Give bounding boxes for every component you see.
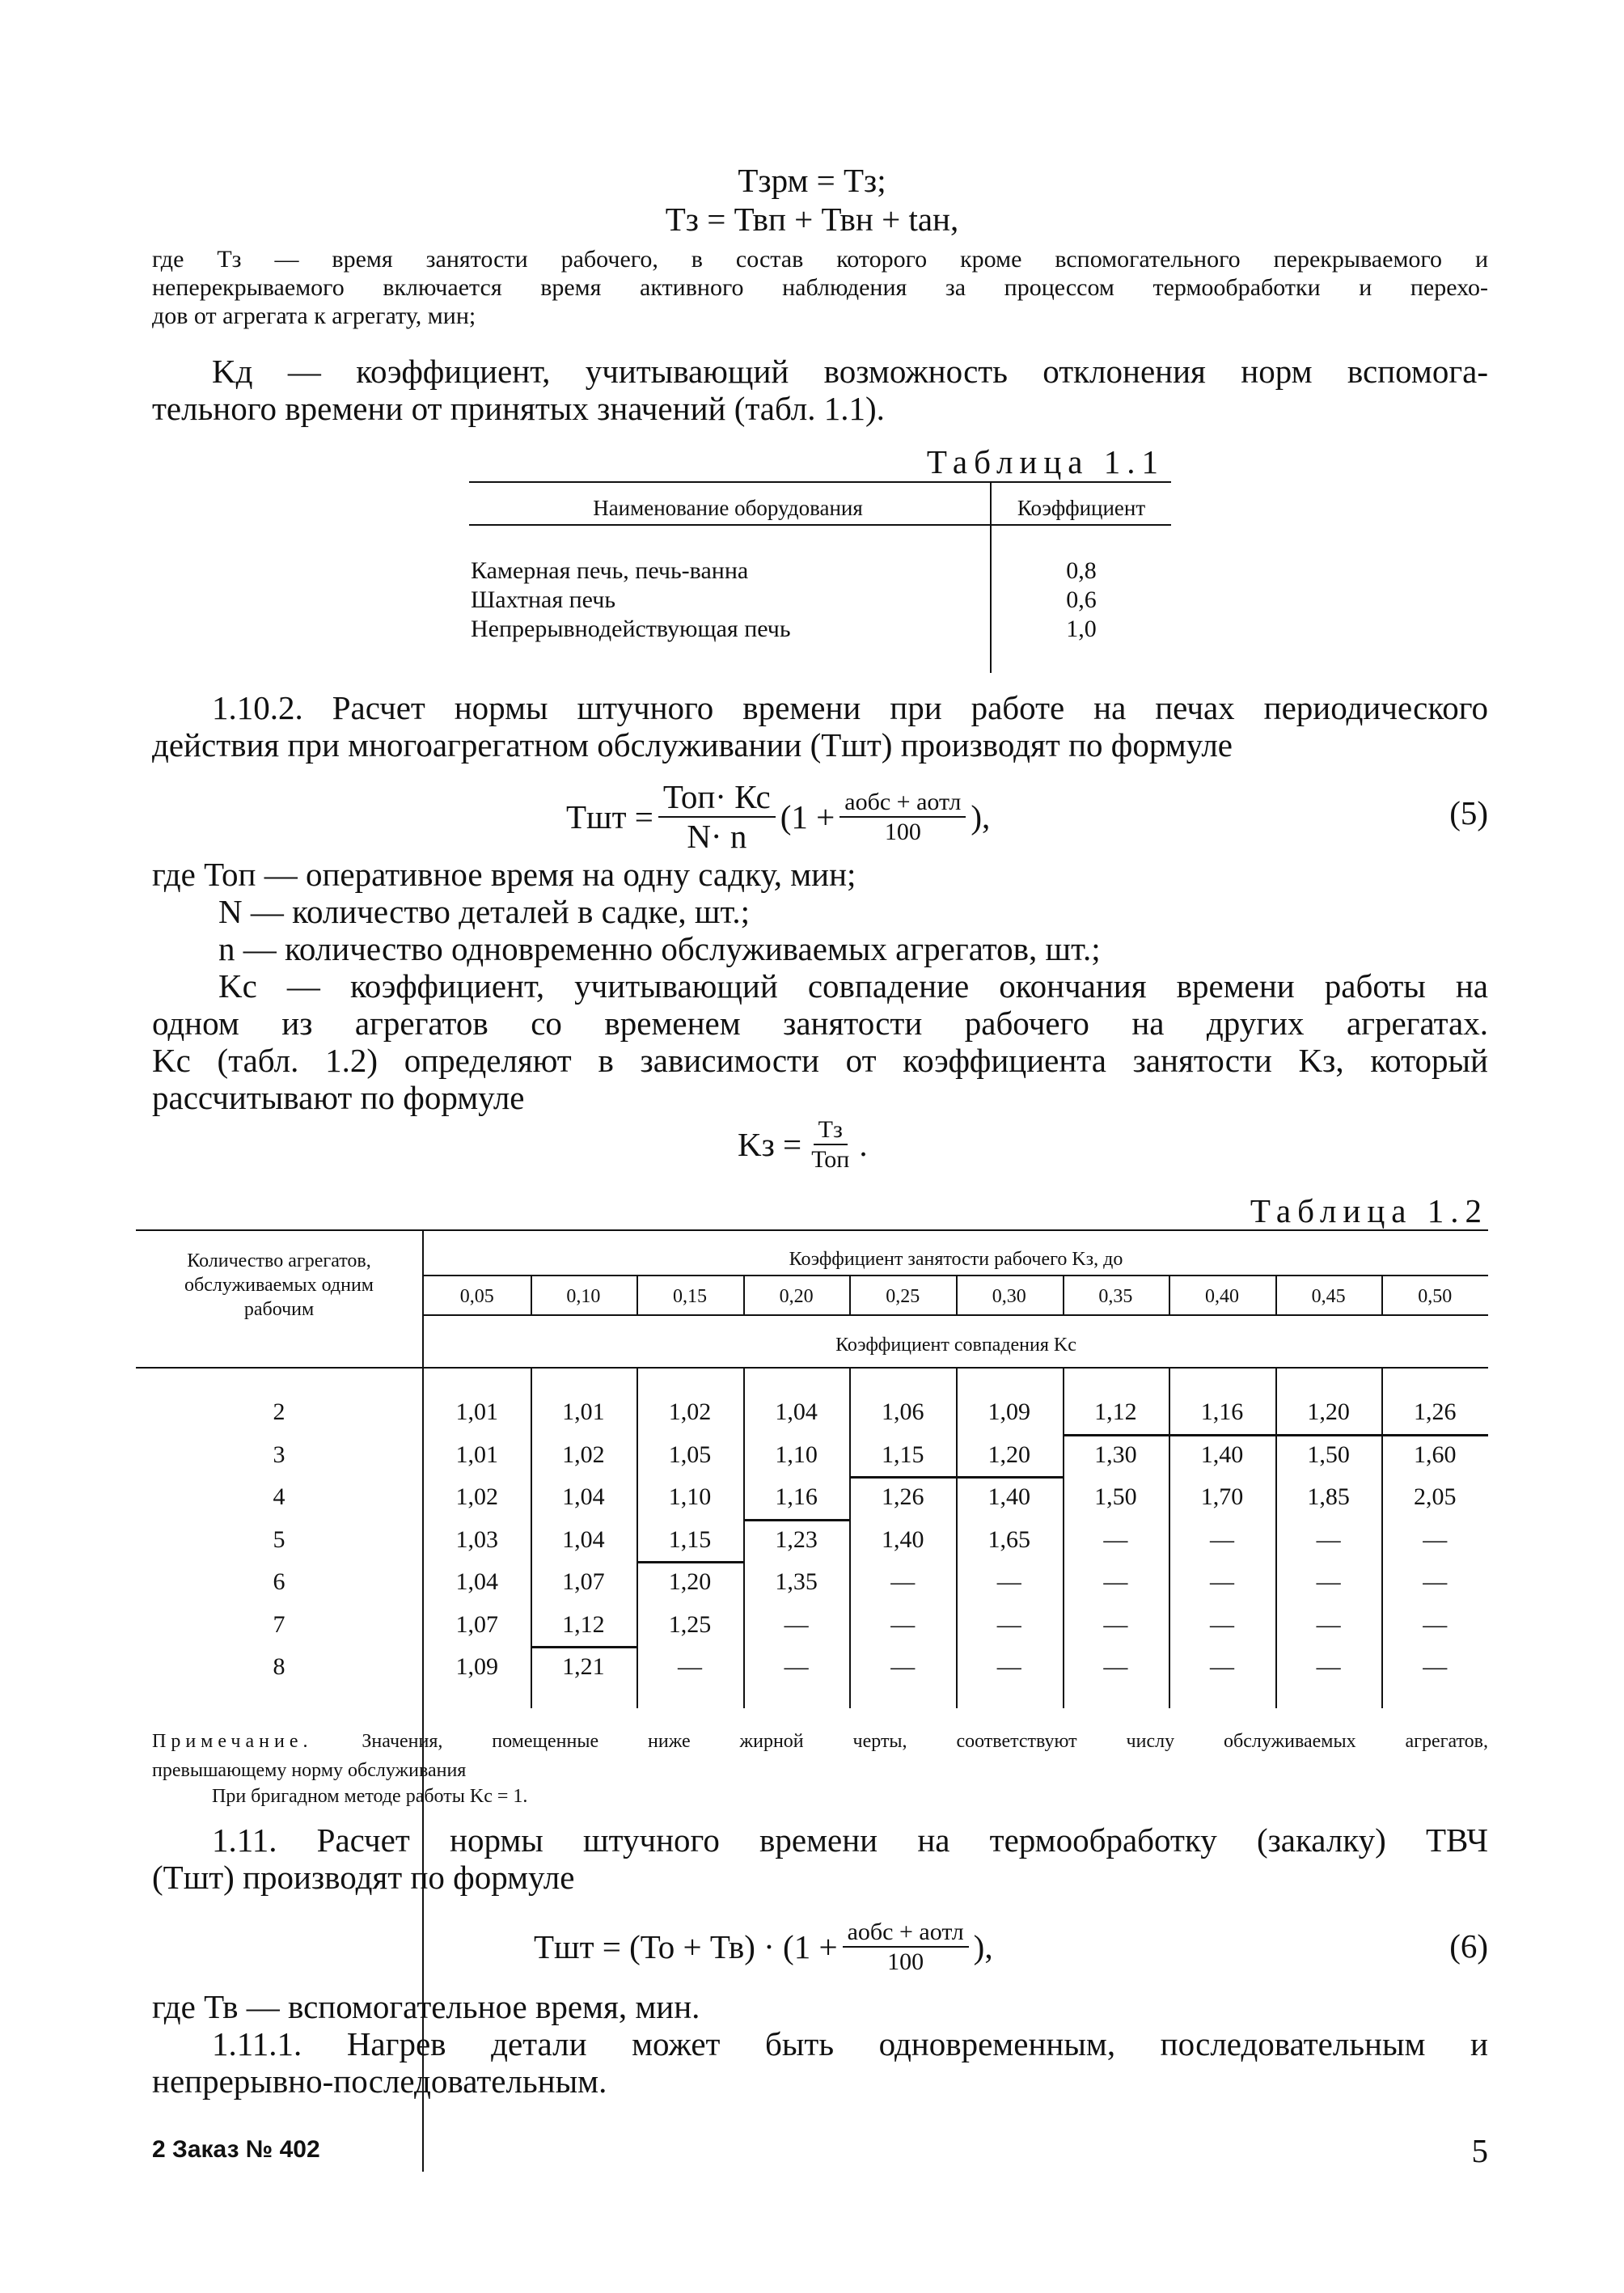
- table-1-1-header-name: Наименование оборудования: [593, 496, 863, 520]
- table-1-2-cell: 1,01: [455, 1441, 499, 1468]
- table-1-1-header-coef: Коэффициент: [1017, 496, 1146, 520]
- table-1-1-header-rule: [469, 524, 1171, 526]
- table-1-2-column-header-divider: [1381, 1276, 1383, 1315]
- table-1-2-column-header: 0,05: [459, 1286, 494, 1307]
- formula-5-denominator: N· n: [687, 818, 747, 855]
- table-1-2-row-count: 2: [273, 1398, 285, 1425]
- formula-tz: Тз = Твп + Твн + tан,: [665, 201, 959, 238]
- table-1-2-column-header-divider: [1275, 1276, 1277, 1315]
- table-1-2-cell: 1,21: [562, 1653, 605, 1680]
- table-1-2-cell: 1,06: [881, 1398, 924, 1425]
- table-1-2-column-header: 0,20: [779, 1286, 814, 1307]
- table-1-2-cell: 1,40: [1200, 1441, 1244, 1468]
- table-1-2-cell: 1,01: [562, 1398, 605, 1425]
- table-1-2-cell: 1,23: [775, 1525, 818, 1553]
- table-1-2-header-left-line-2: обслуживаемых одним: [184, 1275, 374, 1296]
- kd-definition-line-2: тельного времени от принятых значений (табл. 1.1).: [152, 390, 885, 427]
- note-label: Примечание.: [152, 1731, 313, 1752]
- section-1-11-line-2: (Тшт) производят по формуле: [152, 1859, 575, 1896]
- formula-kz-numerator: Тз: [814, 1117, 848, 1146]
- table-1-1-row-1-coef: 0,8: [1066, 557, 1097, 584]
- table-1-2-cell: 1,85: [1307, 1483, 1350, 1510]
- tz-definition-line-3: дов от агрегата к агрегату, мин;: [152, 302, 476, 329]
- table-1-2-cell: —: [1423, 1525, 1448, 1553]
- table-1-2-cell: 1,03: [455, 1525, 499, 1553]
- table-1-2-column-header: 0,50: [1418, 1286, 1453, 1307]
- table-1-2-cell: 1,10: [775, 1441, 818, 1468]
- table-1-2-cell: —: [996, 1610, 1021, 1638]
- table-1-2-cell: —: [1209, 1525, 1234, 1553]
- table-1-1-row-1-name: Камерная печь, печь-ванна: [471, 557, 749, 584]
- tv-definition: где Тв — вспомогательное время, мин.: [152, 1988, 700, 2025]
- formula-5-fraction: [658, 777, 776, 855]
- table-1-2-row-count: 7: [273, 1610, 285, 1638]
- def-kc-line-1: Kс — коэффициент, учитывающий совпадение окончания времени работы на: [218, 967, 1488, 1005]
- table-1-2-cell: —: [1103, 1653, 1128, 1680]
- formula-6-denominator: 100: [887, 1948, 924, 1975]
- table-1-2-cell: 1,70: [1200, 1483, 1244, 1510]
- section-1-10-2-line-1: 1.10.2. Расчет нормы штучного времени при работе на печах периодического: [212, 689, 1488, 726]
- table-1-2-norm-line: [743, 1519, 850, 1521]
- table-1-2-header-left-line-1: Количество агрегатов,: [187, 1250, 371, 1271]
- table-1-2-cell: 2,05: [1413, 1483, 1457, 1510]
- table-1-2-cell: 1,40: [881, 1525, 924, 1553]
- table-1-2-cell: 1,40: [988, 1483, 1031, 1510]
- table-1-2-column-header: 0,40: [1204, 1286, 1239, 1307]
- section-1-11-1-line-1: 1.11.1. Нагрев детали может быть одновременным, последовательным и: [212, 2025, 1488, 2062]
- table-1-2-column-header-divider: [1169, 1276, 1170, 1315]
- table-1-2-cell: 1,50: [1307, 1441, 1350, 1468]
- table-1-2-cell: —: [784, 1610, 809, 1638]
- table-1-2-row-count: 3: [273, 1441, 285, 1468]
- formula-6-number: (6): [1449, 1927, 1488, 1965]
- table-1-2-header-left-line-3: рабочим: [243, 1299, 315, 1320]
- table-1-2-header-top: Коэффициент занятости рабочего Kз, до: [789, 1249, 1123, 1270]
- formula-tzrm: Тзрм = Тз;: [738, 162, 886, 199]
- table-1-2-cell: —: [677, 1653, 702, 1680]
- table-1-2-cell: 1,16: [775, 1483, 818, 1510]
- formula-5-lhs: Тшт =: [566, 797, 653, 836]
- table-1-2-column-header-divider: [531, 1276, 532, 1315]
- def-top: где Топ — оперативное время на одну садку, мин;: [152, 856, 856, 893]
- table-1-2-cell: 1,30: [1094, 1441, 1137, 1468]
- table-1-2-row-count: 8: [273, 1653, 285, 1680]
- table-1-2-cell: 1,10: [668, 1483, 712, 1510]
- formula-5-numerator: Топ· Кс: [658, 780, 776, 818]
- table-1-2-cell: —: [1316, 1653, 1341, 1680]
- table-1-2-column-header-divider: [849, 1276, 851, 1315]
- table-1-2-cell: 1,09: [455, 1653, 499, 1680]
- table-1-2-cell: 1,05: [668, 1441, 712, 1468]
- table-1-2-cell: 1,07: [455, 1610, 499, 1638]
- def-kc-line-2: одном из агрегатов со временем занятости рабочего на других агрегатах.: [152, 1005, 1488, 1042]
- note-line-1: [152, 1729, 1488, 1754]
- table-1-2-cell: —: [1103, 1610, 1128, 1638]
- table-1-2-cell: 1,65: [988, 1525, 1031, 1553]
- table-1-2-cell: —: [1209, 1653, 1234, 1680]
- table-1-2-top-rule: [136, 1229, 1488, 1231]
- table-1-2-header-bottom-rule: [136, 1367, 1488, 1369]
- table-1-2-cell: 1,02: [562, 1441, 605, 1468]
- table-1-1-row-2-coef: 0,6: [1066, 586, 1097, 613]
- table-1-2-column-header: 0,15: [672, 1286, 707, 1307]
- formula-5-number: (5): [1449, 794, 1488, 831]
- table-1-2-cell: 1,12: [562, 1610, 605, 1638]
- formula-5-allowance-fraction: [839, 789, 966, 845]
- table-1-2-cell: 1,20: [988, 1441, 1031, 1468]
- formula-kz-fraction: [806, 1117, 854, 1173]
- footer-order: 2 Заказ № 402: [152, 2136, 320, 2163]
- tz-definition-line-2: неперекрываемого включается время активного наблюдения за процессом термообработки и перехо-: [152, 274, 1488, 301]
- formula-5-middle: (1 +: [780, 797, 835, 836]
- formula-kz-tail: .: [859, 1125, 868, 1163]
- table-1-2-column-header: 0,25: [886, 1286, 920, 1307]
- formula-6-fraction: [843, 1919, 969, 1975]
- formula-kz-denominator: Топ: [811, 1146, 850, 1173]
- table-1-2-cell: 1,25: [668, 1610, 712, 1638]
- table-1-2-column-header: 0,10: [566, 1286, 601, 1307]
- section-1-11-1-line-2: непрерывно-последовательным.: [152, 2062, 607, 2100]
- page-number: 5: [1471, 2132, 1488, 2169]
- table-1-2-cell: —: [1423, 1653, 1448, 1680]
- table-1-2-row-count: 6: [273, 1568, 285, 1595]
- table-1-2-cell: —: [1423, 1610, 1448, 1638]
- formula-5-tail: ),: [971, 797, 991, 836]
- table-1-2-column-header: 0,30: [992, 1286, 1026, 1307]
- def-N: N — количество деталей в садке, шт.;: [218, 893, 750, 930]
- formula-5: [566, 772, 990, 861]
- table-1-2-cell: 1,09: [988, 1398, 1031, 1425]
- def-kc-line-3: Kс (табл. 1.2) определяют в зависимости от коэффициента занятости Kз, который: [152, 1042, 1488, 1079]
- table-1-2-cell: —: [1209, 1610, 1234, 1638]
- table-1-2-cell: 1,15: [881, 1441, 924, 1468]
- table-1-2-norm-line: [956, 1476, 1063, 1479]
- table-1-2-norm-line: [1169, 1434, 1275, 1436]
- formula-6: [534, 1902, 993, 1991]
- table-1-2-cell: —: [1316, 1610, 1341, 1638]
- table-1-2-cell: 1,02: [455, 1483, 499, 1510]
- table-1-2-cell: 1,35: [775, 1568, 818, 1595]
- table-1-2-cell: —: [890, 1653, 916, 1680]
- table-1-2-column-header-divider: [956, 1276, 958, 1315]
- section-1-11-line-1: 1.11. Расчет нормы штучного времени на термообработку (закалку) ТВЧ: [212, 1821, 1488, 1859]
- table-1-2-cell: 1,07: [562, 1568, 605, 1595]
- table-1-1-row-2-name: Шахтная печь: [471, 586, 616, 613]
- table-1-1-row-3-name: Непрерывнодействующая печь: [471, 616, 791, 642]
- section-1-10-2-line-2: действия при многоагрегатном обслуживании (Тшт) производят по формуле: [152, 726, 1233, 764]
- table-1-2-cell: —: [1423, 1568, 1448, 1595]
- table-1-2-cell: —: [1209, 1568, 1234, 1595]
- table-1-2-cell: 1,01: [455, 1398, 499, 1425]
- kd-definition-line-1: Kд — коэффициент, учитывающий возможность отклонения норм вспомога-: [212, 353, 1488, 390]
- formula-kz: [738, 1100, 868, 1189]
- table-1-1-caption: Таблица 1.1: [926, 443, 1165, 480]
- table-1-2-cell: 1,15: [668, 1525, 712, 1553]
- table-1-2-cell: 1,26: [1413, 1398, 1457, 1425]
- table-1-2-cell: —: [1316, 1525, 1341, 1553]
- table-1-2-norm-line: [636, 1561, 743, 1563]
- formula-6-numerator: aобс + aотл: [843, 1919, 969, 1948]
- formula-5-allowance-numerator: aобс + aотл: [839, 789, 966, 819]
- table-1-2-cell: —: [996, 1653, 1021, 1680]
- table-1-2-column-header-divider: [743, 1276, 745, 1315]
- formula-kz-lhs: Kз =: [738, 1125, 802, 1163]
- table-1-2-cell: —: [890, 1568, 916, 1595]
- formula-6-lhs: Тшт = (То + Тв) · (1 +: [534, 1927, 838, 1965]
- table-1-2-norm-line: [531, 1646, 637, 1648]
- table-1-2-cell: 1,02: [668, 1398, 712, 1425]
- table-1-2-cell: 1,12: [1094, 1398, 1137, 1425]
- table-1-2-cell: —: [996, 1568, 1021, 1595]
- table-1-2-column-header: 0,45: [1311, 1286, 1346, 1307]
- note-text-line-1: Значения, помещенные ниже жирной черты, соответствуют числу обслуживаемых агрегатов,: [362, 1731, 1488, 1752]
- table-1-2-row-count: 4: [273, 1483, 285, 1510]
- note-line-2: превышающему норму обслуживания: [152, 1760, 467, 1781]
- table-1-2-norm-line: [1275, 1434, 1382, 1436]
- formula-5-allowance-denominator: 100: [884, 819, 921, 845]
- table-1-2-header-sub: Коэффициент совпадения Kс: [835, 1335, 1076, 1356]
- table-1-1-top-rule: [469, 481, 1171, 483]
- table-1-2-cell: 1,20: [1307, 1398, 1350, 1425]
- table-1-2-cell: 1,26: [881, 1483, 924, 1510]
- table-1-2-caption: Таблица 1.2: [1250, 1192, 1488, 1229]
- table-1-2-cell: 1,50: [1094, 1483, 1137, 1510]
- table-1-2-cell: 1,20: [668, 1568, 712, 1595]
- table-1-2-column-header: 0,35: [1098, 1286, 1133, 1307]
- note-line-3: При бригадном методе работы Kс = 1.: [212, 1786, 528, 1807]
- def-kc-line-4: рассчитывают по формуле: [152, 1079, 525, 1116]
- table-1-2-cell: 1,04: [455, 1568, 499, 1595]
- table-1-1-row-3-coef: 1,0: [1066, 616, 1097, 642]
- table-1-2-norm-line: [849, 1476, 956, 1479]
- table-1-2-norm-line: [1063, 1434, 1169, 1436]
- table-1-2-row-count: 5: [273, 1525, 285, 1553]
- table-1-2-cell: 1,60: [1413, 1441, 1457, 1468]
- table-1-2-cell: —: [1103, 1525, 1128, 1553]
- table-1-2-cell: 1,04: [775, 1398, 818, 1425]
- table-1-2-cell: 1,16: [1200, 1398, 1244, 1425]
- formula-6-tail: ),: [973, 1927, 993, 1965]
- table-1-2-cell: 1,04: [562, 1483, 605, 1510]
- table-1-2-cell: —: [1103, 1568, 1128, 1595]
- table-1-2-cell: —: [1316, 1568, 1341, 1595]
- table-1-2-norm-line: [1381, 1434, 1488, 1436]
- tz-definition-line-1: где Тз — время занятости рабочего, в состав которого кроме вспомогательного перекрываемого и: [152, 246, 1488, 273]
- table-1-2-header-left: [136, 1249, 422, 1322]
- table-1-2-column-header-divider: [636, 1276, 638, 1315]
- table-1-2-column-header-divider: [1063, 1276, 1064, 1315]
- table-1-2-cell: 1,04: [562, 1525, 605, 1553]
- table-1-2-cell: —: [784, 1653, 809, 1680]
- def-n: n — количество одновременно обслуживаемых агрегатов, шт.;: [218, 930, 1101, 967]
- table-1-2-cell: —: [890, 1610, 916, 1638]
